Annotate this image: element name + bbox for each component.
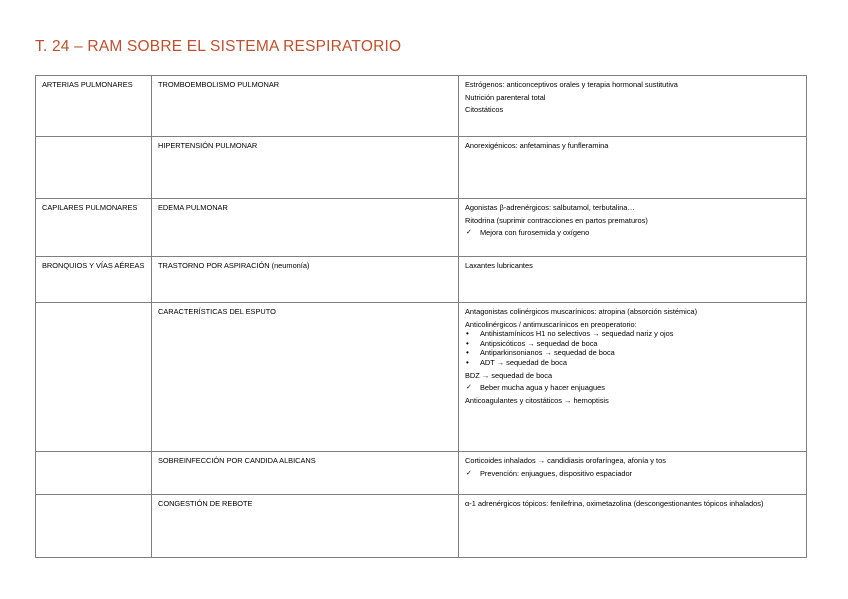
category-cell: ARTERIAS PULMONARES (36, 76, 152, 137)
note-text: Prevención: enjuagues, dispositivo espaciador (480, 468, 633, 478)
causes-cell (459, 76, 807, 137)
checkmark-icon: ✓ (466, 229, 472, 237)
condition-cell: TROMBOEMBOLISMO PULMONAR (152, 76, 459, 137)
list-item: • ADT → sequedad de boca (465, 358, 800, 368)
condition-cell: EDEMA PULMONAR (152, 199, 459, 257)
condition-cell: HIPERTENSIÓN PULMONAR (152, 137, 459, 199)
list-item: • Antihistamínicos H1 no selectivos → sequedad nariz y ojos (465, 329, 800, 339)
cause-line: Laxantes lubricantes (465, 261, 533, 270)
causes-cell (459, 452, 807, 495)
category-cell: CAPILARES PULMONARES (36, 199, 152, 257)
cause-line: Nutrición parenteral total (465, 92, 546, 102)
cause-line: Anticoagulantes y citostáticos → hemoptisis (465, 395, 609, 405)
checkmark-icon: ✓ (466, 384, 472, 392)
cause-line: BDZ → sequedad de boca (465, 370, 553, 380)
cause-line: Antagonistas colinérgicos muscarínicos: atropina (absorción sistémica) (465, 307, 698, 316)
cause-line: Ritodrina (suprimir contracciones en partos prematuros) (465, 215, 648, 225)
cause-line: Citostáticos (465, 105, 504, 115)
category-cell (36, 137, 152, 199)
table-row (36, 76, 807, 137)
note-text: Beber mucha agua y hacer enjuagues (480, 383, 605, 393)
cause-line: α-1 adrenérgicos tópicos: fenilefrina, oximetazolina (descongestionantes tópicos inhalados) (465, 499, 764, 508)
cause-line: Estrógenos: anticonceptivos orales y terapia hormonal sustitutiva (465, 80, 678, 89)
list-item: • Antiparkinsonianos → sequedad de boca (465, 348, 800, 358)
causes-cell (459, 199, 807, 257)
cause-line: Agonistas β-adrenérgicos: salbutamol, terbutalina… (465, 203, 635, 212)
condition-cell: CONGESTIÓN DE REBOTE (152, 495, 459, 558)
table-row (36, 137, 807, 199)
table-row (36, 495, 807, 558)
category-cell: BRONQUIOS Y VÍAS AÉREAS (36, 257, 152, 303)
check-note (465, 469, 800, 479)
category-cell (36, 495, 152, 558)
table-row (36, 452, 807, 495)
category-cell (36, 452, 152, 495)
table-row (36, 199, 807, 257)
condition-cell: TRASTORNO POR ASPIRACIÓN (neumonía) (152, 257, 459, 303)
causes-cell (459, 257, 807, 303)
bullet-list (465, 329, 800, 367)
cause-heading: Anticolinérgicos / antimuscarínicos en preoperatorio: (465, 319, 637, 329)
table-row (36, 257, 807, 303)
condition-cell: CARACTERÍSTICAS DEL ESPUTO (152, 303, 459, 452)
causes-cell (459, 137, 807, 199)
category-cell (36, 303, 152, 452)
causes-cell (459, 303, 807, 452)
table-row (36, 303, 807, 452)
list-item: • Antipsicóticos → sequedad de boca (465, 339, 800, 349)
ram-table (35, 75, 807, 558)
page-title: T. 24 – RAM SOBRE EL SISTEMA RESPIRATORIO (35, 38, 402, 55)
note-text: Mejora con furosemida y oxígeno (480, 228, 590, 238)
cause-line: Corticoides inhalados → candidiasis orofaríngea, afonía y tos (465, 456, 666, 465)
cause-line: Anorexigénicos: anfetaminas y funfleramina (465, 141, 609, 150)
checkmark-icon: ✓ (466, 469, 472, 477)
causes-cell (459, 495, 807, 558)
check-note (465, 383, 800, 393)
condition-cell: SOBREINFECCIÓN POR CANDIDA ALBICANS (152, 452, 459, 495)
check-note (465, 228, 800, 238)
